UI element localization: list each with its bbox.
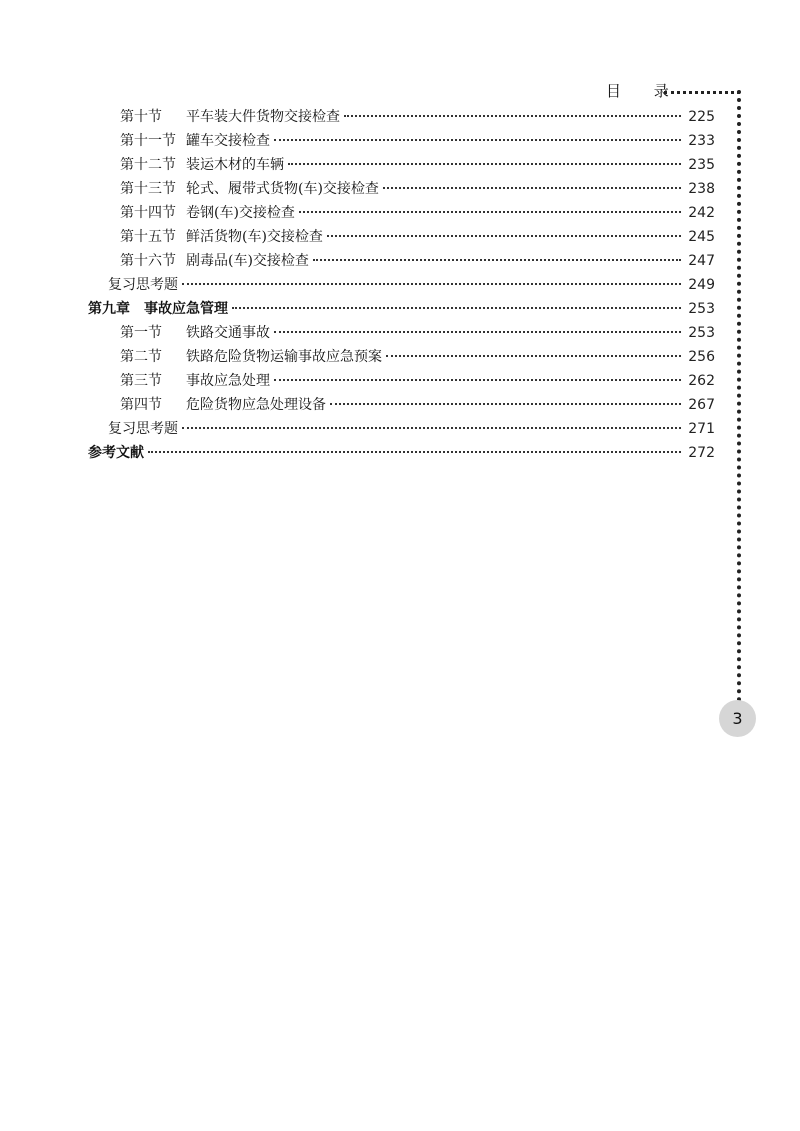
toc-entry-page: 238 [688,181,715,197]
toc-entry[interactable] [88,273,715,297]
section-number: 第十四节 [120,205,176,221]
toc-entry-page: 242 [688,205,715,221]
section-number: 第十二节 [120,157,176,173]
toc-entry-label [108,417,178,441]
toc-entry[interactable] [88,225,715,249]
toc-entry-title: 参考文献 [88,445,144,461]
dot-leader [232,307,681,309]
toc-entry-label [120,201,295,225]
section-number: 第十六节 [120,253,176,269]
toc-entry-page: 247 [688,253,715,269]
toc-entry-title: 铁路交通事故 [186,325,270,341]
toc-entry-page: 235 [688,157,715,173]
toc-entry[interactable] [88,105,715,129]
toc-entry[interactable] [88,441,715,465]
toc-entry-page: 225 [688,109,715,125]
toc-entry[interactable] [88,417,715,441]
toc-entry[interactable] [88,297,715,321]
toc-entry-title: 铁路危险货物运输事故应急预案 [186,349,382,365]
dot-leader [182,283,681,285]
side-dotted-rule [737,90,741,702]
section-number: 第二节 [120,349,162,365]
toc-entry-page: 233 [688,133,715,149]
dot-leader [344,115,681,117]
toc-entry-title: 罐车交接检查 [186,133,270,149]
toc-entry-title: 事故应急处理 [186,373,270,389]
section-number: 第十五节 [120,229,176,245]
dot-leader [299,211,681,213]
toc-entry-title: 平车装大件货物交接检查 [186,109,340,125]
toc-entry-label [120,105,340,129]
toc-entry-title: 卷钢(车)交接检查 [186,205,295,221]
toc-entry-title: 装运木材的车辆 [186,157,284,173]
toc-entry-label [120,129,270,153]
toc-entry[interactable] [88,393,715,417]
toc-entry-title: 危险货物应急处理设备 [186,397,326,413]
dot-leader [274,331,681,333]
toc-entry-page: 245 [688,229,715,245]
toc-entry-title: 鲜活货物(车)交接检查 [186,229,323,245]
toc-entry-title: 事故应急管理 [144,301,228,317]
toc-entry-page: 262 [688,373,715,389]
toc-entry[interactable] [88,129,715,153]
toc-entry-title: 复习思考题 [108,277,178,293]
dot-leader [330,403,681,405]
toc-entry-title: 轮式、履带式货物(车)交接检查 [186,181,379,197]
toc-entry-label [88,441,144,465]
section-number: 第三节 [120,373,162,389]
toc-entry-page: 267 [688,397,715,413]
section-number: 第十节 [120,109,162,125]
page-number: 3 [732,709,743,728]
dot-leader [313,259,681,261]
dot-leader [327,235,681,237]
dot-leader [274,379,681,381]
header-dotted-rule [664,91,740,94]
dot-leader [274,139,681,141]
toc-entry-label [108,273,178,297]
toc-entry-label [120,225,323,249]
toc-entry[interactable] [88,321,715,345]
toc-entry-label [120,321,270,345]
toc-entry-page: 256 [688,349,715,365]
section-number: 第十三节 [120,181,176,197]
toc-entry[interactable] [88,177,715,201]
toc-entry-page: 253 [688,325,715,341]
table-of-contents [88,105,715,465]
toc-entry-page: 253 [688,301,715,317]
dot-leader [148,451,681,453]
toc-entry-label [120,369,270,393]
dot-leader [182,427,681,429]
toc-entry-label [120,345,382,369]
toc-entry-page: 271 [688,421,715,437]
toc-entry-label [120,249,309,273]
page-number-badge [719,700,756,737]
toc-entry-title: 剧毒品(车)交接检查 [186,253,309,269]
section-number: 第一节 [120,325,162,341]
section-number: 第四节 [120,397,162,413]
toc-entry[interactable] [88,249,715,273]
toc-entry[interactable] [88,345,715,369]
toc-entry[interactable] [88,201,715,225]
dot-leader [288,163,681,165]
toc-entry-page: 249 [688,277,715,293]
toc-entry-label [120,393,326,417]
toc-entry-label [120,153,284,177]
toc-entry[interactable] [88,369,715,393]
chapter-number: 第九章 [88,301,130,317]
toc-entry-label [120,177,379,201]
section-number: 第十一节 [120,133,176,149]
dot-leader [383,187,681,189]
page-header-title: 目 录 [606,82,683,100]
toc-entry[interactable] [88,153,715,177]
toc-entry-page: 272 [688,445,715,461]
toc-entry-title: 复习思考题 [108,421,178,437]
dot-leader [386,355,681,357]
toc-entry-label [88,297,228,321]
